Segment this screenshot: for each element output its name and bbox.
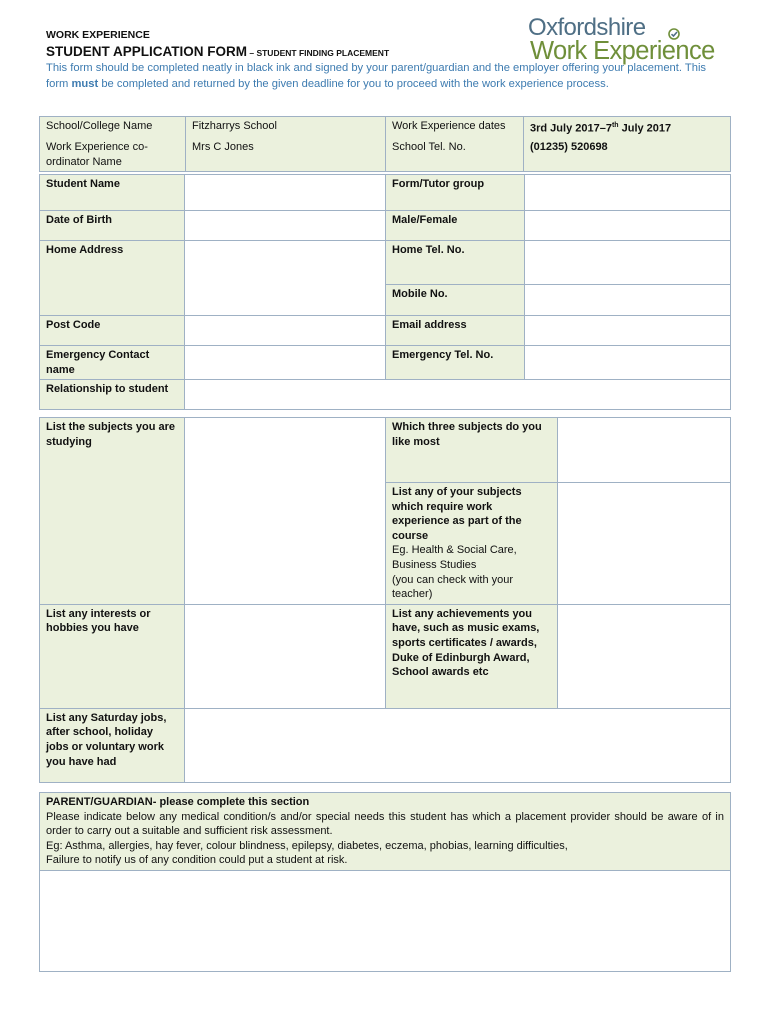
intro-part2: be completed and returned by the given deadline for you to proceed with the work experience process. <box>98 77 609 90</box>
home-tel-field[interactable] <box>525 241 731 285</box>
require-we-field[interactable] <box>558 483 731 605</box>
school-name-value: Fitzharrys School <box>186 117 386 139</box>
logo-line1: Oxfordshire <box>528 14 646 41</box>
student-details-table <box>39 174 731 410</box>
form-title-main: STUDENT APPLICATION FORM <box>46 44 247 59</box>
logo-line2: Work Experience <box>530 37 715 65</box>
three-subjects-field[interactable] <box>558 418 731 483</box>
emergency-tel-field[interactable] <box>525 346 731 380</box>
coordinator-value: Mrs C Jones <box>186 138 386 172</box>
require-we-title: List any of your subjects which require work experience as part of the course <box>392 486 522 542</box>
require-we-note: (you can check with your teacher) <box>392 573 514 601</box>
relationship-label: Relationship to student <box>40 380 185 410</box>
achievements-label: List any achievements you have, such as music exams, sports certificates / awards, Duke of Edinburgh Award, School awards etc <box>386 604 558 708</box>
intro-must: must <box>71 77 99 90</box>
three-subjects-label: Which three subjects do you like most <box>386 418 558 483</box>
emergency-contact-field[interactable] <box>185 346 386 380</box>
email-label: Email address <box>386 316 525 346</box>
coordinator-label: Work Experience co-ordinator Name <box>40 138 186 172</box>
mobile-field[interactable] <box>525 285 731 316</box>
subjects-field-cont[interactable] <box>185 483 386 605</box>
mobile-label: Mobile No. <box>386 285 525 316</box>
emergency-tel-label: Emergency Tel. No. <box>386 346 525 380</box>
parent-line1: Please indicate below any medical condition/s and/or special needs this student has which a placement provider should be aware of in order to carry out a suitable and sufficient risk assessment. <box>46 810 724 838</box>
subjects-field[interactable] <box>185 418 386 483</box>
parent-section-table <box>39 792 731 972</box>
form-group-field[interactable] <box>525 175 731 211</box>
emergency-contact-label: Emergency Contact name <box>40 346 185 380</box>
gender-field[interactable] <box>525 211 731 241</box>
home-address-label-cont <box>40 285 185 316</box>
subjects-label-cont <box>40 483 185 605</box>
require-we-label <box>386 483 558 605</box>
medical-conditions-field[interactable] <box>40 870 731 971</box>
subjects-label: List the subjects you are studying <box>40 418 185 483</box>
postcode-field[interactable] <box>185 316 386 346</box>
subjects-table <box>39 417 731 783</box>
email-field[interactable] <box>525 316 731 346</box>
we-dates-start: 3rd July 2017–7 <box>530 122 612 135</box>
home-tel-label: Home Tel. No. <box>386 241 525 285</box>
header-title: WORK EXPERIENCE <box>46 29 150 41</box>
we-dates-label: Work Experience dates <box>386 117 524 139</box>
home-address-field-cont[interactable] <box>185 285 386 316</box>
interests-field[interactable] <box>185 604 386 708</box>
achievements-field[interactable] <box>558 604 731 708</box>
parent-line2: Eg: Asthma, allergies, hay fever, colour blindness, epilepsy, diabetes, eczema, phobias, learning difficulties, <box>46 839 568 852</box>
we-dates-end: July 2017 <box>618 122 672 135</box>
home-address-label: Home Address <box>40 241 185 285</box>
school-tel-value: (01235) 520698 <box>524 138 731 172</box>
form-title <box>46 44 389 59</box>
jobs-label: List any Saturday jobs, after school, holiday jobs or voluntary work you have had <box>40 708 185 782</box>
we-dates-sup: th <box>611 122 619 129</box>
dob-field[interactable] <box>185 211 386 241</box>
interests-label: List any interests or hobbies you have <box>40 604 185 708</box>
dob-label: Date of Birth <box>40 211 185 241</box>
form-subtitle: – STUDENT FINDING PLACEMENT <box>247 48 390 58</box>
jobs-field[interactable] <box>185 708 731 782</box>
school-tel-label: School Tel. No. <box>386 138 524 172</box>
gender-label: Male/Female <box>386 211 525 241</box>
we-dates-value <box>524 117 731 139</box>
intro-part1: This form should be completed neatly in black ink and signed by your parent/guardian and the employer offering your placement. This form <box>46 62 707 90</box>
relationship-field[interactable] <box>185 380 731 410</box>
school-info-table <box>39 116 731 172</box>
student-name-field[interactable] <box>185 175 386 211</box>
student-name-label: Student Name <box>40 175 185 211</box>
postcode-label: Post Code <box>40 316 185 346</box>
school-name-label: School/College Name <box>40 117 186 139</box>
parent-line3: Failure to notify us of any condition could put a student at risk. <box>46 854 348 867</box>
parent-heading: PARENT/GUARDIAN- please complete this section <box>46 796 310 808</box>
form-group-label: Form/Tutor group <box>386 175 525 211</box>
require-we-example: Eg. Health & Social Care, Business Studies <box>392 544 517 571</box>
home-address-field[interactable] <box>185 241 386 285</box>
parent-instructions <box>40 793 731 871</box>
